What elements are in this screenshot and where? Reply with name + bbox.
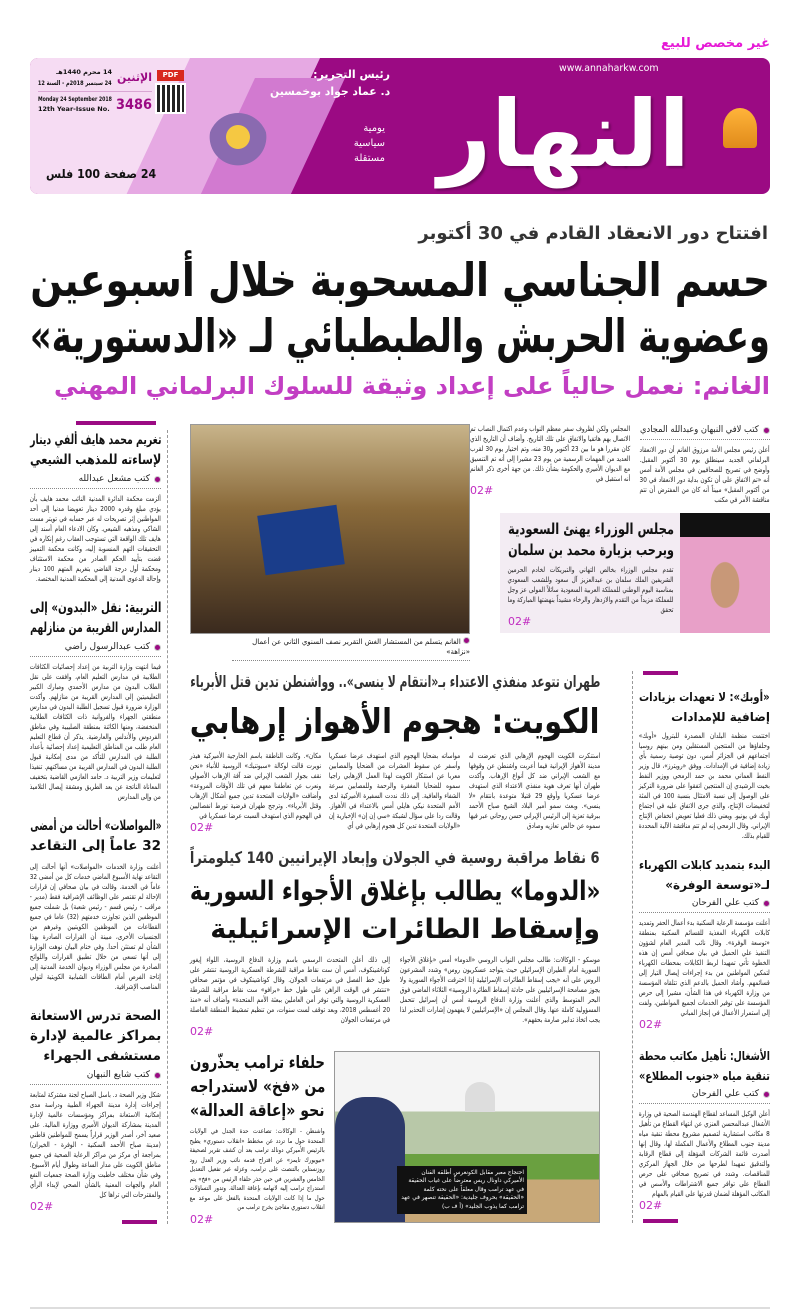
headline-line [190,1099,325,1123]
duma-page-ref[interactable]: 02# [190,1025,214,1038]
text-line: تغريم محمد هايف ألفي دينار [29,432,161,448]
sidebar-top-bar [76,421,156,425]
headline-line [190,911,600,949]
story-headline [639,687,770,727]
ahwaz-body-col2: مواساته بضحايا الهجوم الذي استهدف عرضا عسكريا وأسفر عن سقوط العشرات من الضحايا والمصابين معربا عن استنكار الكويت لهذا العمل الإرهابي راجيا سموه للضحايا المغفرة والرحمة وللمصابين سرعة الشفاء والعافية. إلى ذلك نددت السفيرة الأميركية لدى الأمم المتحدة نيكي هايلي أمس بالاعتداء في الأهواز. وقالت ردا على سؤال لشبكة «سي إن إن» الإخبارية إن «الولايات المتحدة تدين كل هجوم إرهابي في أي [329,752,461,830]
lead-body-col2: المجلس ولكن لظروف سفر معظم النواب وعدم اكتمال النصاب تم الاتصال بهم هاتفيا والاتفاق على تلك التاريخ. وأضاف أن التاريخ الذي كان مقررا هو ما بين 23 أكتوبر و30 منه، وتم اختيار يوم 30 لقرب العديد من المهمات الرسمية من يوم 23 مشيرا إلى أنه تم التنسيق مع الديوان الأميري والحكومة بشأن ذلك. من جهة أخرى ذكر الغانم أنه استقبل في [469,425,630,483]
sun-icon [723,108,757,148]
headline-text: حسم الجناسي المسحوبة خلال أسبوعين [30,253,770,307]
text-line: الصحة تدرس الاستعانة [30,1008,161,1024]
right-bottom-bar [643,1219,678,1223]
text-line: لـ«توسعة الوفرة» [665,878,770,892]
bullet-icon [154,476,161,483]
story-byline: كتب شايع النبهان [30,1069,161,1085]
bullet-icon [154,644,161,651]
logo-text: النهار [438,81,690,188]
lead-kicker [30,222,768,246]
lead-photo-column [190,424,470,661]
bullet-icon [463,637,470,644]
story-headline [30,598,161,638]
lead-headline [30,252,770,364]
story-byline: كتب علي الفرحان [639,897,770,913]
date-english [38,95,112,104]
story-headline [639,1046,770,1086]
lead-headline-line [30,252,770,308]
text-line: «أوبك»: لا تعهدات بزيادات [639,690,770,704]
lead-subhead-text: الغانم: نعمل حالياً على إعداد وثيقة للسلوك البرلماني المهني [53,372,770,400]
bullet-icon [763,1091,770,1098]
main-area [190,424,770,1227]
lead-col2-wrap [470,424,630,505]
lead-body-col1: أعلن رئيس مجلس الأمة مرزوق الغانم أن دور الانعقاد البرلماني الجديد سينطلق يوم 30 أكتوبر المقبل. وأوضح في تصريح للصحافيين في مجلس الأمة أمس أنه «تم الاتفاق على أن تكون بداية دور الانعقاد في 30 من أكتوبر المقبل» مبيناً أنه كان من المفترض أن تتم مناقشة الأمر في مكتب [639,446,770,504]
duma-kicker [190,847,600,869]
headline-text: وعضوية الحربش والطبطبائي لـ «الدستورية» [29,309,770,363]
story-headline [639,855,770,895]
headline-line [190,873,600,911]
website-text[interactable]: www.annaharkw.com [559,63,659,74]
story-jahra-hospital [30,1006,161,1214]
duma-body-col2: إلى ذلك أعلن المتحدث الرسمي باسم وزارة الدفاع الروسية، اللواء إيغور كوناشينكوف، أمس أن ست نقاط مراقبة للشرطة العسكرية الروسية تنتشر على طول خط الفصل في مرتفعات الجولان. وقال كوناشينكوف في مؤتمر صحافي «تنتشر في الوقت الراهن على طول خط «برافو» ست نقاط مراقبة للشرطة العسكرية الروسية والتي توفر أمن العاملين ببعثة الأمم المتحدة» وأضاف أنه «منذ 20 أغسطس 2018، وبعد توقف لست سنوات، من تنظيم تمشيط المنطقة الفاصلة في مرتفعات الجولان [189,956,391,1024]
text-line: إضافية للإمدادات [671,710,770,724]
bullet-icon [763,427,770,434]
hijri-date [40,68,112,77]
lead-page-ref[interactable]: 02# [470,484,494,497]
story-fine-hayef [30,430,161,584]
duma-body-col1: موسكو - الوكالات: طالب مجلس النواب الروسي «الدوما» أمس «بإغلاق الأجواء السورية أمام الطيران الإسرائيلي حيث يتواجد عسكريون روس» وشدد المشرعون الروس على أنه «يجب إسقاط الطائرات الإسرائيلية إذا اخترقت الأجواء السورية ولا يجوز مسامحة الإسرائيليين على حادثة إسقاط الطائرة الروسية» الثلاثاء الماضي فوق البحر المتوسط والذي أعلنت وزارة الدفاع الروسية أمس أن إسرائيل تتحمل المسؤولية كاملة عنها. وقال المجلس إن «الإسرائيليين لا يفهمون إشارات التحذير لذا يجب اتخاذ تدابير صارمة بحقهم». [399,956,600,1024]
lead-headline-line [30,308,770,364]
headline-line [190,1051,325,1075]
text-line: الأشغال: تأهيل مكاتب محطة [638,1049,770,1063]
text-line: «الدوما» يطالب بإغلاق الأجواء السورية [189,876,600,907]
ahwaz-headline [190,699,600,745]
trump-body: واشنطن - الوكالات: تصاعدت حدة الجدل في الولايات المتحدة حول ما تردد عن مخطط «انقلاب دستوري» يطيح بالرئيس الأميركي دونالد ترامب بعد أن كشف تقرير لصحيفة «نيويورك تايمز» عن اقتراح قدمه نائب وزير العدل رود روزنستاين بالتنصت على ترامب، وعزله عبر تفعيل التعديل الخامس والعشرين في حين حذر حلفاء الرئيس من «فخ» يتم استدراج ترامب إليه لاتهامه بإعاقة العدالة. وتدور التساؤلات حول ما إذا كانت الولايات المتحدة بالفعل على موعد مع انقلاب دستوري مفاجئ يخرج ترامب من [189,1127,325,1211]
lead-photo [190,424,470,634]
story-page-ref[interactable]: 02# [30,1200,54,1213]
headline-line [508,519,674,540]
right-top-bar [643,671,678,675]
not-for-sale-note: غير مخصص للبيع [661,36,770,51]
lead-subhead [30,370,770,402]
lead-col1-wrap [640,424,770,505]
editor-name-text: د. عماد جواد بوخمسين [269,85,390,98]
divider [38,91,152,92]
tagline [335,121,385,166]
center-column [190,671,600,1227]
newspaper-logo [420,80,690,190]
text-line: البدء بتمديد كابلات الكهرباء [638,858,770,872]
story-body: شكل وزير الصحة د. باسل الصباح لجنة مشتركة لمتابعة إجراءات إدارة مدينة الجهراء الطبية ودراسة مدى إمكانية الاستعانة بمراكز ومؤسسات عالمية لإدارة المدينة بمشاركة الديوان الأميري ووزارة المالية. على صعيد آخر، أصدر الوزير قراراً يسمح للمواطنين قاطني (مدينة صباح الأحمد السكنية - الوفرة - الخيران) بمراجعة أي مركز من مراكز الرعاية الصحية في جميع مناطق الكويت على مدار الساعة وطوال أيام الأسبوع. وفي شأن مختلف خاطبت وزارة الصحة جمعيات النفع العام والجهات المعنية بالشأن الصحي لإبداء الرأي والمقترحات التي تراها كل [29,1091,161,1199]
text-line: حلفاء ترامب يحذّرون [190,1053,325,1073]
kicker-text: 6 نقاط مراقبة روسية في الجولان وإبعاد الإيرانيين 140 كيلومتراً [190,848,600,867]
story-wafra-cables [639,855,770,1032]
text-line: تنقية مياه «جنوب المطلاع» [638,1069,770,1083]
page-bottom-divider [30,1307,770,1309]
duma-story [190,847,600,1039]
al-quds-seal [208,113,268,173]
ahwaz-body-col3: مكان». وكانت الناطقة باسم الخارجية الأميركية هيذر نويرت قالت لوكالة «سبوتنيك» الروسية للأنباء «نحن نقف بجوار الشعب الإيراني ضد آفة الإرهاب الأصولي ونعرب عن تعاطفنا معهم في تلك الأوقات المروعة» وأضافت «الولايات المتحدة تدين جميع أشكال الإرهاب وقتل الأبرياء». وترجح طهران فرضية تورط انفصاليين في الهجوم الذي استهدف السبت عرضا عسكريا في [189,752,322,820]
trump-headline [190,1051,325,1123]
saudi-body: تقدم مجلس الوزراء بخالص التهاني والتبريكات لخادم الحرمين الشريفين الملك سلمان بن عبدالعزيز آل سعود وللشعب السعودي بمناسبة اليوم الوطني للمملكة العربية السعودية سائلاً المولى عز وجل للمملكة مزيداً من التقدم والازدهار والرخاء مشيداً بنهضتها المباركة وما تحقق [507,566,674,614]
headline-line [190,1075,325,1099]
pdf-button[interactable]: PDF [157,70,184,81]
ahwaz-story [190,671,600,835]
caption-text: الغانم يتسلم من المستشار الغش التقرير نصف السنوي الثاني عن أعمال «نزاهة» [252,638,470,656]
lower-row [190,671,770,1227]
ahwaz-body [190,751,600,835]
text-line: بمراكز عالمية لإدارة [29,1028,161,1044]
editor-name [270,85,390,99]
text-line: المدارس القريبة من منازلهم [30,620,161,636]
story-mutlaa-water [639,1046,770,1213]
lead-photo-caption [232,637,470,661]
text-line: وإسقاط الطائرات الإسرائيلية [210,914,600,945]
trump-photo-caption: احتجاج معبر مقابل الكونغرس أطلقه الفنان الأميركي داونال ريس معترضاً على غياب الحقيقة في عهد ترامب وقال معلقاً على نحته كلمة «الحقيقة» بحروف جليدية: «الحقيقة تنصهر في عهد ترامب كما يذوب الجليد» (أ ف ب) [397,1166,527,1215]
story-byline: كتب علي الفرحان [639,1088,770,1104]
story-body: ألزمت محكمة الدائرة المدنية النائب محمد هايف بأن يؤدي مبلغ وقدره 2000 دينار تعويضا مدنيا إلى أحد المواطنين إثر تصريحات له عبر حسابه في تويتر مست الشاكي ومذهبه الشيعي. وكان الادعاء العام أسند إلى هايف تلك الواقعة التي تستوجب العقاب رغم إنكاره في التحقيقات التهم المنسوبة إليه، وكانت محكمة التمييز قضت بتأييد الحكم الصادر من محكمة الاستئناف ومحكمة أول درجة القاضي بتغريم المتهم 100 دينار وإحالة الدعوى المدنية إلى المحكمة المدنية المختصة. [29,495,162,583]
day-text: الإثنين [117,71,152,84]
tagline-political: سياسية [353,138,385,149]
byline-text: كتب لافي النبهان وعبدالله المجادي [640,425,759,435]
ahwaz-page-ref[interactable]: 02# [190,821,214,834]
story-page-ref[interactable]: 02# [639,1199,663,1212]
headline-text: الكويت: هجوم الأهواز إرهابي [190,702,600,742]
saudi-page-ref[interactable]: 02# [508,615,532,628]
report-folder [257,505,345,576]
editor-label: رئيس التحرير: [313,68,390,81]
right-column [632,671,770,1223]
story-body: اختتمت منظمة البلدان المصدرة للبترول «أوبك» وحلفاؤها من المنتجين المستقلين ومن بينهم روسيا اجتماعهم في الجزائر أمس، دون توصية رسمية بأي زيادة إضافية في الإمدادات. ووفق «رويترز»، قال وزير النفط العماني محمد بن حمد الرمحي ووزير النفط بخيت الرشيدي إن المنتجين اتفقوا على ضرورة التركيز على الوصول إلى نسبة الامتثال بنسبة 100 في المئة لتخفيضات الإنتاج، والذي جرى الاتفاق عليه في اجتماع أوبك في يونيو. ويعني ذلك فعليا تعويض انخفاض الإنتاج الإيراني. وقال الرمحي إنه لم تتم مناقشة الآلية المحددة للقيام بذلك. [638,732,770,840]
tagline-independent: مستقلة [353,153,385,164]
text-line: 32 عاماً إلى التقاعد [30,838,161,854]
trump-protest-photo [334,1051,600,1223]
saudi-headline [508,519,674,561]
story-body: أعلنت وزارة الخدمات «المواصلات» أنها أحالت إلى التقاعد نهاية الأسبوع الماضي خدمات كل من أمضى 32 عاماً في الخدمة. وقالت في بيان صحافي إن قرارات الإحالة لم تقتصر على الوظائف الإشرافية فقط (مدير - مراقب - رئيس قسم - رئيس شعبة) بل شملت جميع الموظفين الذين تجاوزت خدمتهم (32) عاما في جميع القطاعات من الموظفين الكويتيين وغيرهم من الجنسيات الأخرى، مبينة أن القرارات الصادرة بهذا الشأن لم تستثن أحدا. وفي ختام البيان نوهت الوزارة إلى أنها تسعى من خلال تطبيق القرارات واللوائح الصادرة من مجلس الوزراء وديوان الخدمة المدنية إلى إتاحة الفرص أمام الطاقات الشبابية الكويتية لتولي المناصب الإشرافية. [29,863,162,991]
story-byline: كتب مشعل عبدالله [30,473,161,489]
text-line: لإساءته للمذهب الشيعي [29,452,161,468]
qr-code[interactable] [157,85,184,112]
trump-story [190,1051,600,1227]
story-byline: كتب عبدالرسول راضي [30,641,161,657]
issue-number-text: 3486 [116,97,152,113]
masthead [30,58,770,194]
ahwaz-body-col1: استنكرت الكويت الهجوم الإرهابي الذي تعرضت له مدينة الأهواز الإيرانية فيما أعربت واشنطن عن وقوفها مع الشعب الإيراني ضد كل أنواع الإرهاب. وأكدت طهران أنها تعرف هوية منفذي الاعتداء الذي استهدف عرضا عسكريا وأوقع 29 قتيلا متوعدة بانتقام «لا ينسى». وبعث سمو أمير البلاد الشيخ صباح الأحمد ببرقية تعزية إلى الرئيس الإيراني حسن روحاني عبر فيها سموه عن خالص تعازيه وصادق [468,752,600,830]
year-issue-label [38,105,112,114]
story-body: فيما انتهت وزارة التربية من إعداد إحصائيات الكثافات الطلابية في مدارس التعليم العام، وافقت على نقل الطلاب البدون من مدارس الأحمدي ومبارك الكبير التعليميتين إلى المدارس القريبة من منازلهم. وأكدت الوزارة ضرورة قبول تسجيل الطلبة البدون في مدارس منطقتي الجهراء والفروانية ذات الكثافات الطلابية المنخفضة، ومنها الكائنة بمنطقة الصليبية وفي مناطق الفردوس والأندلس والعارضية. يذكر أن قطاع التعليم العام طلب من المناطق التعليمية إعداد إحصائية بأعداد الطلبة في المدارس للتأكد من مدى إمكانية قبول الطلبة البدون في المدارس القريبة من مساكنهم. تنفيذا لتعليمات وزير التربية د. حامد العازمي القاضية بتخفيف المعاناة الناتجة عن بعد الطريق ومشقة إيصال التلاميذ من وإلى المدارس [29,663,161,801]
story-headline [30,1006,161,1066]
capitol-dome [465,1082,495,1112]
text-line: «المواصلات» أحالت من أمضى [29,818,161,834]
text-line: ويرحب بزيارة محمد بن سلمان [508,541,674,559]
saudi-box [500,513,770,633]
left-bottom-bar [122,1220,157,1224]
text-line: من «فخ» لاستدراجه [189,1077,325,1097]
date-english-text: Monday 24 September 2018 [38,95,112,103]
duma-headline [190,873,600,949]
story-body: أعلنت مؤسسة الرعاية السكنية بدء أعمال الحفر وتمديد كابلات الكهرباء المغذية للقسائم السكنية بمنطقة «توسعة الوفرة». وقال نائب المدير العام لشؤون التنفيذ علي الحميل في بيان صحافي أمس إن هذه الخطوة تأتي تمهيدا لربط الكابلات بمحطات الكهرباء لتمكين المواطنين من بدء إجراءات إيصال التيار إلى قسائمهم. وأشاد الحميل بالدعم الذي تتلقاه المؤسسة من وزارة الكهرباء في هذا الشأن، مشيرا إلى حرص المؤسسة على توفير الخدمات لجميع المواطنين، ولفت إلى استمرار الأعمال في إنجاز المباني [638,919,770,1017]
headline-line [508,540,674,561]
person-silhouette [335,1097,405,1222]
lead-byline [640,424,770,440]
pages-price [46,166,156,182]
issue-number [116,97,152,114]
story-opec [639,687,770,841]
day-name [116,71,152,85]
gregorian-date [38,79,112,88]
lead-kicker-text: افتتاح دور الانعقاد القادم في 30 أكتوبر [418,223,768,244]
lead-text-column [470,424,770,633]
trump-text [190,1051,325,1227]
text-line: نحو «إعاقة العدالة» [190,1101,325,1121]
duma-body [190,955,600,1039]
text-line: مستشفى الجهراء [43,1048,161,1064]
pages-price-text: 24 صفحة 100 فلس [45,167,156,181]
bullet-icon [763,900,770,907]
lead-text-cols [470,424,770,505]
ahwaz-kicker [190,671,600,693]
crown-prince-photo [680,513,770,633]
hijri-date-text: 14 محرم 1440هـ [56,68,112,76]
year-issue-text: 12th Year-Issue No. [38,105,110,113]
story-page-ref[interactable]: 02# [639,1018,663,1031]
text-line: التربية: نقل «البدون» إلى [29,600,161,616]
tagline-daily: يومية [363,123,385,134]
story-headline [30,430,161,470]
website-link[interactable] [559,63,659,75]
trump-page-ref[interactable]: 02# [190,1212,214,1226]
story-body: أعلن الوكيل المساعد لقطاع الهندسة الصحية في وزارة الأشغال عبدالمحسن العنزي عن انتهاء القطاع من تأهيل 8 مكاتب استشارية لتصميم مشروع محطة تنقية مياه مدينة جنوب المطلاع والأعمال المكملة لها، وقال إنها أصدرت قائمة الشركات المؤهلة إلى قطاع الرقابة والتدقيق تمهيدا لطرحها من خلال الجهاز المركزي للمناقصات. وشدد في تصريح صحافي على حرص القطاع على توافر جميع الاشتراطات والأسس في المكاتب المؤهلة لضمان قدرتها على القيام بالمهام [638,1110,770,1198]
left-column [30,430,168,1224]
saudi-text [500,513,680,633]
kicker-text: طهران تتوعد منفذي الاعتداء بـ«انتقام لا ينسى».. وواشنطن تدين قتل الأبرياء [189,672,600,691]
text-line: مجلس الوزراء يهنئ السعودية [507,520,674,538]
gregorian-date-text: 24 سبتمبر 2018م - السنة 12 [38,79,112,87]
lead-row [190,424,770,661]
